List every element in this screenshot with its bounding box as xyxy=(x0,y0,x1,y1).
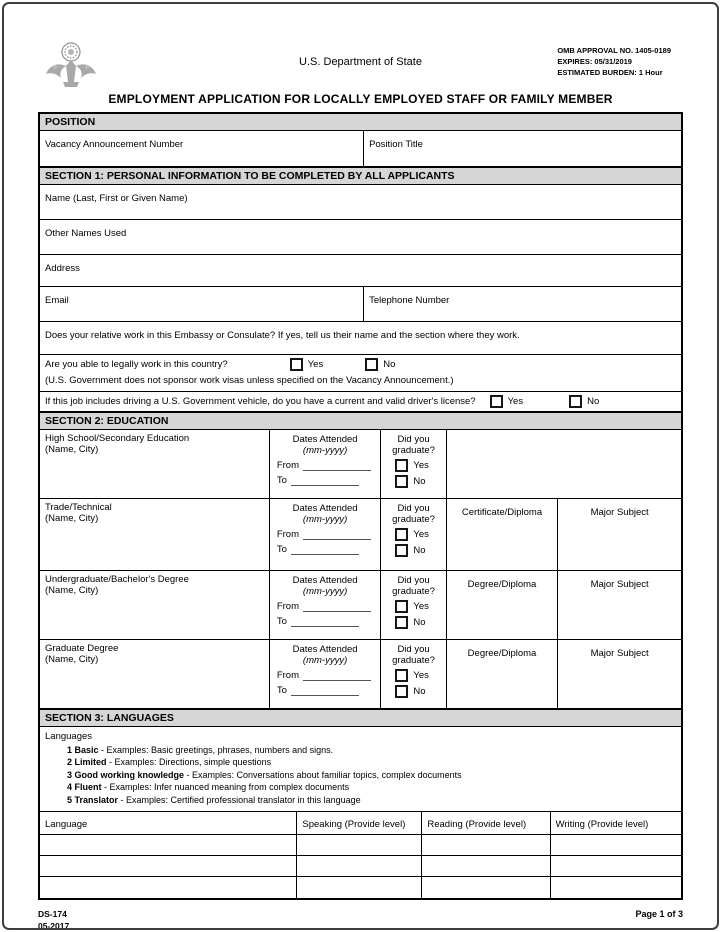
edu-trade-major-field[interactable] xyxy=(557,499,681,570)
edu-graduate-dates-cell xyxy=(269,640,381,708)
edu-graduate-to-input[interactable] xyxy=(291,685,359,696)
edu-highschool-sublabel: (Name, City) xyxy=(45,444,99,455)
omb-approval-number: OMB APPROVAL NO. 1405-0189 xyxy=(557,46,671,55)
legal-work-question-label: Are you able to legally work in this country? xyxy=(45,359,228,370)
edu-graduate-sublabel: (Name, City) xyxy=(45,654,99,665)
edu-undergrad-graduate-yes-checkbox[interactable] xyxy=(395,600,408,613)
language-column-header: Language xyxy=(45,818,88,830)
dates-attended-label: Dates Attended xyxy=(292,575,358,586)
writing-column-header: Writing (Provide level) xyxy=(550,812,681,834)
language-table-row xyxy=(40,877,681,898)
edu-undergrad-diploma-field[interactable] xyxy=(446,571,558,639)
edu-graduate-from-input[interactable] xyxy=(303,670,371,681)
graduate-label-line2: graduate? xyxy=(392,514,435,525)
address-field[interactable] xyxy=(40,255,681,286)
edu-graduate-name-field[interactable] xyxy=(40,640,269,708)
graduate-label-line1: Did you xyxy=(397,575,430,586)
section2-header: SECTION 2: EDUCATION xyxy=(40,412,681,430)
dates-attended-label: Dates Attended xyxy=(292,644,358,655)
edu-graduate-diploma-label: Degree/Diploma xyxy=(467,648,537,659)
form-number: DS-174 xyxy=(38,908,67,919)
edu-undergrad-name-field[interactable] xyxy=(40,571,269,639)
no-label: No xyxy=(413,476,426,487)
yes-label: Yes xyxy=(413,601,429,612)
driving-question-label: If this job includes driving a U.S. Government vehicle, do you have a current and valid driver's license? xyxy=(45,396,476,407)
form-date: 05-2017 xyxy=(38,921,70,932)
edu-trade-name-field[interactable] xyxy=(40,499,269,570)
form-id-block xyxy=(38,908,69,932)
edu-graduate-graduate-yes-checkbox[interactable] xyxy=(395,669,408,682)
graduate-label-line1: Did you xyxy=(397,503,430,514)
omb-burden: ESTIMATED BURDEN: 1 Hour xyxy=(557,67,663,77)
edu-trade-sublabel: (Name, City) xyxy=(45,513,99,524)
no-label: No xyxy=(413,545,426,556)
other-names-field[interactable] xyxy=(40,220,681,254)
legal-work-no-label: No xyxy=(383,359,396,370)
writing-level-cell[interactable] xyxy=(550,856,681,876)
omb-expires: EXPIRES: 05/31/2019 xyxy=(557,56,632,66)
omb-approval-block xyxy=(557,46,671,79)
edu-graduate-graduate-no-checkbox[interactable] xyxy=(395,685,408,698)
edu-undergrad-sublabel: (Name, City) xyxy=(45,585,99,596)
edu-highschool-graduate-yes-checkbox[interactable] xyxy=(395,459,408,472)
to-label: To xyxy=(276,544,287,555)
edu-highschool-label: High School/Secondary Education xyxy=(45,433,190,444)
edu-highschool-extra-field[interactable] xyxy=(446,430,681,498)
language-table-row xyxy=(40,856,681,877)
position-title-label: Position Title xyxy=(369,139,423,150)
from-label: From xyxy=(276,670,299,681)
language-name-cell[interactable] xyxy=(40,835,296,855)
agency-name: U.S. Department of State xyxy=(299,56,422,68)
from-label: From xyxy=(276,529,299,540)
edu-undergrad-major-label: Major Subject xyxy=(590,579,649,590)
relative-question-label: Does your relative work in this Embassy or Consulate? If yes, tell us their name and the section where they work. xyxy=(45,330,520,341)
speaking-column-header: Speaking (Provide level) xyxy=(296,812,421,834)
languages-label: Languages xyxy=(45,731,93,742)
dates-attended-label: Dates Attended xyxy=(292,503,358,514)
edu-trade-graduate-no-checkbox[interactable] xyxy=(395,544,408,557)
email-field[interactable] xyxy=(40,287,363,321)
reading-column-header: Reading (Provide level) xyxy=(421,812,549,834)
edu-highschool-graduate-cell xyxy=(380,430,445,498)
speaking-level-cell[interactable] xyxy=(296,856,421,876)
page-number: Page 1 of 3 xyxy=(635,908,683,919)
edu-graduate-major-label: Major Subject xyxy=(590,648,649,659)
other-names-label: Other Names Used xyxy=(45,228,127,239)
yes-label: Yes xyxy=(413,460,429,471)
edu-trade-major-label: Major Subject xyxy=(590,507,649,518)
section3-header: SECTION 3: LANGUAGES xyxy=(40,709,681,727)
legal-work-no-checkbox[interactable] xyxy=(365,358,378,371)
language-level-4: 4 Fluent - Examples: Infer nuanced meaning from complex documents xyxy=(67,782,350,792)
edu-undergrad-graduate-no-checkbox[interactable] xyxy=(395,616,408,629)
dates-attended-label: Dates Attended xyxy=(292,434,358,445)
reading-level-cell[interactable] xyxy=(421,877,549,898)
edu-undergrad-dates-cell xyxy=(269,571,381,639)
writing-level-cell[interactable] xyxy=(550,877,681,898)
graduate-label-line1: Did you xyxy=(397,644,430,655)
language-level-3: 3 Good working knowledge - Examples: Conversations about familiar topics, complex documents xyxy=(67,769,462,780)
position-section-header: POSITION xyxy=(40,114,681,131)
legal-work-yes-label: Yes xyxy=(307,359,324,370)
edu-highschool-graduate-no-checkbox[interactable] xyxy=(395,475,408,488)
to-label: To xyxy=(276,475,287,486)
yes-label: Yes xyxy=(413,529,429,540)
edu-trade-label: Trade/Technical xyxy=(45,502,112,513)
dates-format-label: (mm-yyyy) xyxy=(302,586,348,597)
language-name-cell[interactable] xyxy=(40,856,296,876)
edu-trade-graduate-yes-checkbox[interactable] xyxy=(395,528,408,541)
name-label: Name (Last, First or Given Name) xyxy=(45,193,188,204)
edu-graduate-label: Graduate Degree xyxy=(45,643,119,654)
edu-graduate-diploma-field[interactable] xyxy=(446,640,558,708)
section1-header: SECTION 1: PERSONAL INFORMATION TO BE COMPLETED BY ALL APPLICANTS xyxy=(40,167,681,185)
legal-work-note: (U.S. Government does not sponsor work visas unless specified on the Vacancy Announcement.) xyxy=(45,375,454,386)
legal-work-question-field xyxy=(40,355,681,391)
edu-undergrad-major-field[interactable] xyxy=(557,571,681,639)
edu-graduate-graduate-cell xyxy=(380,640,445,708)
graduate-label-line2: graduate? xyxy=(392,586,435,597)
telephone-field[interactable] xyxy=(363,287,681,321)
position-title-field[interactable] xyxy=(363,131,681,166)
language-level-5: 5 Translator - Examples: Certified professional translator in this language xyxy=(67,794,361,805)
driving-no-checkbox[interactable] xyxy=(569,395,582,408)
speaking-level-cell[interactable] xyxy=(296,835,421,855)
driving-question-field xyxy=(40,392,681,411)
edu-undergrad-from-input[interactable] xyxy=(303,601,371,612)
edu-graduate-major-field[interactable] xyxy=(557,640,681,708)
language-level-2: 2 Limited - Examples: Directions, simple questions xyxy=(67,757,272,767)
graduate-label-line1: Did you xyxy=(397,434,430,445)
edu-undergrad-to-input[interactable] xyxy=(291,616,359,627)
edu-trade-diploma-label: Certificate/Diploma xyxy=(461,507,543,518)
vacancy-announcement-number-label: Vacancy Announcement Number xyxy=(45,139,184,150)
driving-no-label: No xyxy=(587,396,600,407)
address-label: Address xyxy=(45,263,80,274)
dates-format-label: (mm-yyyy) xyxy=(302,514,348,525)
edu-highschool-dates-cell xyxy=(269,430,381,498)
reading-level-cell[interactable] xyxy=(421,856,549,876)
language-level-1: 1 Basic - Examples: Basic greetings, phrases, numbers and signs. xyxy=(67,744,334,755)
graduate-label-line2: graduate? xyxy=(392,655,435,666)
driving-yes-label: Yes xyxy=(507,396,524,407)
language-table-row xyxy=(40,835,681,856)
telephone-label: Telephone Number xyxy=(369,295,450,306)
writing-level-cell[interactable] xyxy=(550,835,681,855)
edu-highschool-from-input[interactable] xyxy=(303,460,371,471)
driving-yes-checkbox[interactable] xyxy=(490,395,503,408)
language-name-cell[interactable] xyxy=(40,877,296,898)
page-footer xyxy=(38,908,683,932)
relative-question-field[interactable] xyxy=(40,322,681,354)
name-field[interactable] xyxy=(40,185,681,219)
reading-level-cell[interactable] xyxy=(421,835,549,855)
to-label: To xyxy=(276,685,287,696)
page-header xyxy=(38,40,683,100)
yes-label: Yes xyxy=(413,670,429,681)
edu-highschool-name-field[interactable] xyxy=(40,430,269,498)
from-label: From xyxy=(276,460,299,471)
form-title: EMPLOYMENT APPLICATION FOR LOCALLY EMPLOYED STAFF OR FAMILY MEMBER xyxy=(108,92,613,106)
dates-format-label: (mm-yyyy) xyxy=(302,445,348,456)
dates-format-label: (mm-yyyy) xyxy=(302,655,348,666)
edu-undergrad-graduate-cell xyxy=(380,571,445,639)
edu-trade-to-input[interactable] xyxy=(291,544,359,555)
edu-trade-from-input[interactable] xyxy=(303,529,371,540)
edu-trade-graduate-cell xyxy=(380,499,445,570)
no-label: No xyxy=(413,686,426,697)
legal-work-yes-checkbox[interactable] xyxy=(290,358,303,371)
vacancy-announcement-number-field[interactable] xyxy=(40,131,363,166)
edu-highschool-to-input[interactable] xyxy=(291,475,359,486)
from-label: From xyxy=(276,601,299,612)
edu-undergrad-label: Undergraduate/Bachelor's Degree xyxy=(45,574,189,585)
to-label: To xyxy=(276,616,287,627)
application-form xyxy=(38,112,683,900)
edu-trade-diploma-field[interactable] xyxy=(446,499,558,570)
no-label: No xyxy=(413,617,426,628)
email-label: Email xyxy=(45,295,69,306)
graduate-label-line2: graduate? xyxy=(392,445,435,456)
speaking-level-cell[interactable] xyxy=(296,877,421,898)
languages-legend xyxy=(40,727,681,811)
edu-trade-dates-cell xyxy=(269,499,381,570)
edu-undergrad-diploma-label: Degree/Diploma xyxy=(467,579,537,590)
